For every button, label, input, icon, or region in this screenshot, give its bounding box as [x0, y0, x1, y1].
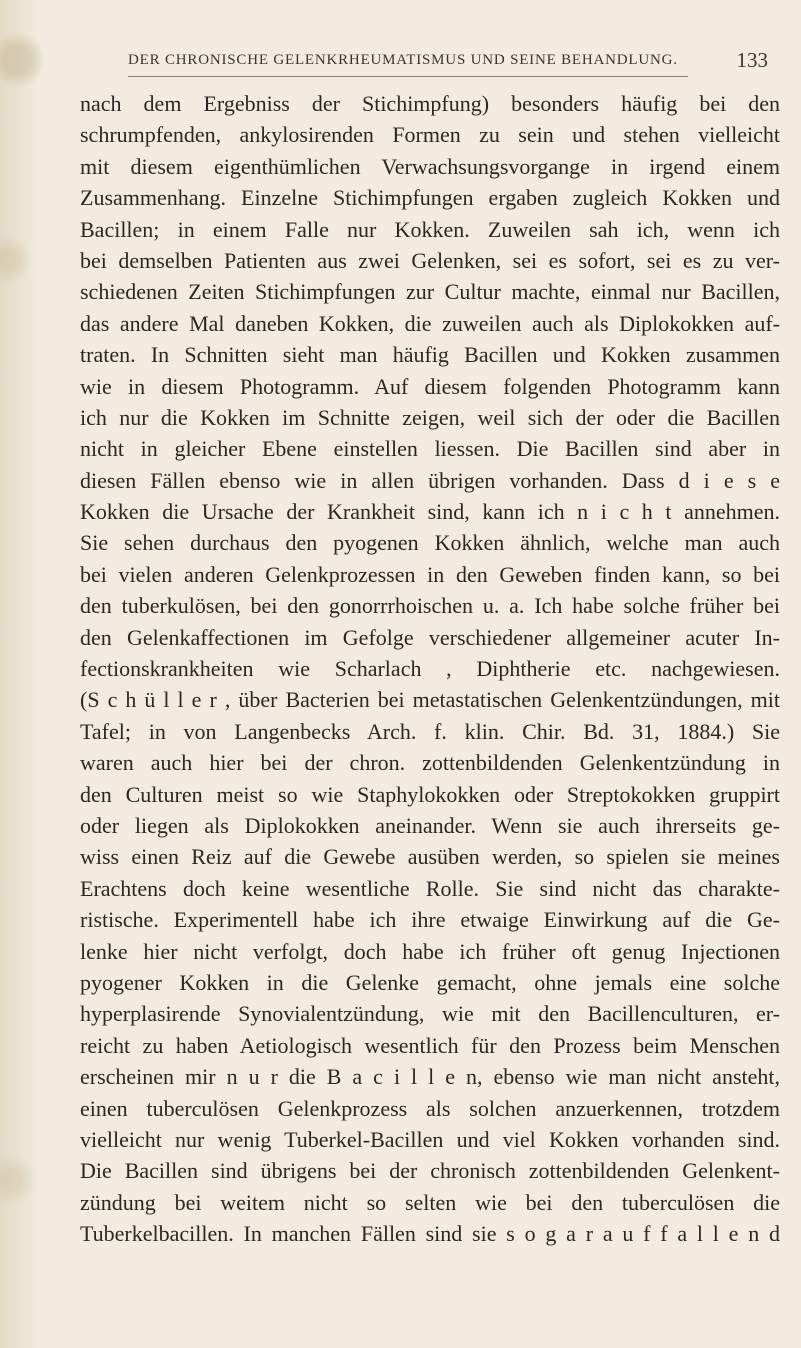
text-line: Die Bacillen sind übrigens bei der chronisch zottenbildenden Gelenkent-: [80, 1158, 780, 1184]
text-line: ristische. Experimentell habe ich ihre etwaige Einwirkung auf die Ge-: [80, 907, 780, 933]
text-line: nicht in gleicher Ebene einstellen liessen. Die Bacillen sind aber in: [80, 436, 780, 462]
text-line: fectionskrankheiten wie Scharlach , Diphtherie etc. nachgewiesen.: [80, 656, 780, 682]
text-line: Zusammenhang. Einzelne Stichimpfungen ergaben zugleich Kokken und: [80, 185, 780, 211]
text-line: lenke hier nicht verfolgt, doch habe ich früher oft genug Injectionen: [80, 938, 780, 964]
text-line: mit diesem eigenthümlichen Verwachsungsvorgange in irgend einem: [80, 153, 780, 179]
text-line: vielleicht nur wenig Tuberkel-Bacillen und viel Kokken vorhanden sind.: [80, 1126, 780, 1152]
text-line: Tuberkelbacillen. In manchen Fällen sind sie s o g a r a u f f a l l e n d: [80, 1221, 780, 1247]
text-line: diesen Fällen ebenso wie in allen übrigen vorhanden. Dass d i e s e: [80, 467, 780, 493]
text-line: waren auch hier bei der chron. zottenbildenden Gelenkentzündung in: [80, 750, 780, 776]
text-line: ich nur die Kokken im Schnitte zeigen, weil sich der oder die Bacillen: [80, 404, 780, 430]
text-line: schrumpfenden, ankylosirenden Formen zu sein und stehen vielleicht: [80, 122, 780, 148]
text-line: den tuberkulösen, bei den gonorrrhoischen u. a. Ich habe solche früher bei: [80, 593, 780, 619]
text-line: nach dem Ergebniss der Stichimpfung) besonders häufig bei den: [80, 91, 780, 116]
text-line: den Gelenkaffectionen im Gefolge verschiedener allgemeiner acuter In-: [80, 624, 780, 650]
text-line: (S c h ü l l e r , über Bacterien bei metastatischen Gelenkentzündungen, mit: [80, 687, 780, 713]
text-line: den Culturen meist so wie Staphylokokken oder Streptokokken gruppirt: [80, 781, 780, 807]
text-line: traten. In Schnitten sieht man häufig Bacillen und Kokken zusammen: [80, 342, 780, 368]
text-line: das andere Mal daneben Kokken, die zuweilen auch als Diplokokken auf-: [80, 310, 780, 336]
running-head: DER CHRONISCHE GELENKRHEUMATISMUS UND SEINE BEHANDLUNG.: [128, 52, 678, 68]
text-line: reicht zu haben Aetiologisch wesentlich für den Prozess beim Menschen: [80, 1032, 780, 1058]
text-line: Kokken die Ursache der Krankheit sind, kann ich n i c h t annehmen.: [80, 499, 780, 525]
text-line: schiedenen Zeiten Stichimpfungen zur Cultur machte, einmal nur Bacillen,: [80, 279, 780, 305]
text-line: wiss einen Reiz auf die Gewebe ausüben werden, so spielen sie meines: [80, 844, 780, 870]
text-line: bei vielen anderen Gelenkprozessen in den Geweben finden kann, so bei: [80, 561, 780, 587]
text-line: erscheinen mir n u r die B a c i l l e n, ebenso wie man nicht ansteht,: [80, 1064, 780, 1090]
text-line: oder liegen als Diplokokken aneinander. Wenn sie auch ihrerseits ge-: [80, 812, 780, 838]
text-line: Tafel; in von Langenbecks Arch. f. klin. Chir. Bd. 31, 1884.) Sie: [80, 718, 780, 744]
page-number: 133: [736, 48, 768, 72]
text-line: zündung bei weitem nicht so selten wie bei den tuberculösen die: [80, 1189, 780, 1215]
text-line: bei demselben Patienten aus zwei Gelenken, sei es sofort, sei es zu ver-: [80, 247, 780, 273]
text-line: wie in diesem Photogramm. Auf diesem folgenden Photogramm kann: [80, 373, 780, 399]
text-line: einen tuberculösen Gelenkprozess als solchen anzuerkennen, trotzdem: [80, 1095, 780, 1121]
header-rule: [128, 76, 688, 77]
text-line: Erachtens doch keine wesentliche Rolle. Sie sind nicht das charakte-: [80, 875, 780, 901]
body-text: [80, 88, 780, 1249]
text-line: hyperplasirende Synovialentzündung, wie mit den Bacillenculturen, er-: [80, 1001, 780, 1027]
text-line: Sie sehen durchaus den pyogenen Kokken ähnlich, welche man auch: [80, 530, 780, 556]
text-line: Bacillen; in einem Falle nur Kokken. Zuweilen sah ich, wenn ich: [80, 216, 780, 242]
text-line: pyogener Kokken in die Gelenke gemacht, ohne jemals eine solche: [80, 969, 780, 995]
